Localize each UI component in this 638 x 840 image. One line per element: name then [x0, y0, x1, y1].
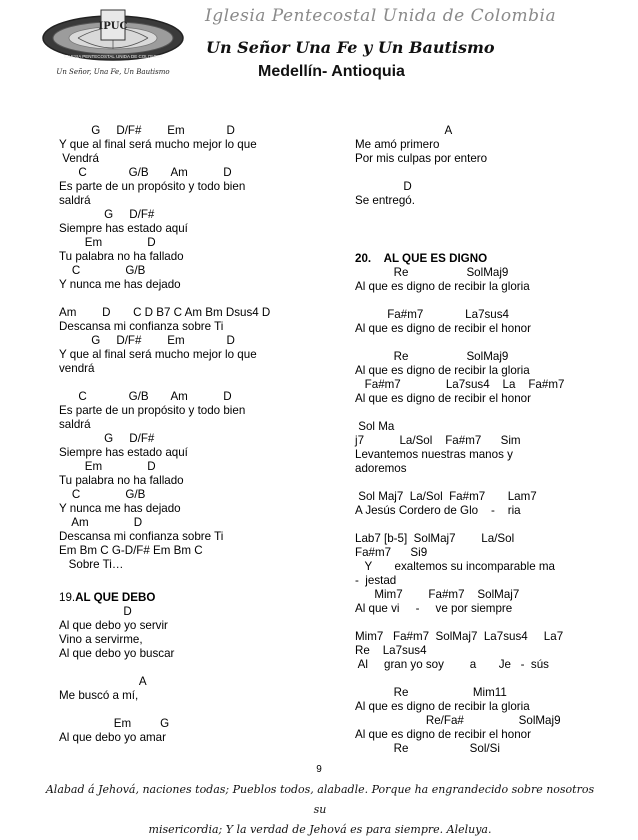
- lyric-line: Em Bm C G-D/F# Em Bm C: [59, 544, 203, 557]
- lyric-line: Al que es digno de recibir la gloria: [355, 364, 530, 377]
- blank-line: [59, 376, 297, 390]
- page-number: 9: [316, 764, 322, 775]
- lyric-line: Am D: [59, 516, 143, 529]
- lyric-line: Siempre has estado aquí: [59, 222, 188, 235]
- lyric-line: A: [355, 124, 453, 137]
- blank-line: [59, 703, 297, 717]
- lyric-line: saldrá: [59, 418, 91, 431]
- lyric-line: Al que es digno de recibir el honor: [355, 322, 531, 335]
- lyric-line: C G/B Am D: [59, 390, 232, 403]
- lyric-line: C G/B: [59, 264, 146, 277]
- lyric-line: - jestad: [355, 574, 397, 587]
- lyric-line: Es parte de un propósito y todo bien: [59, 404, 246, 417]
- blank-line: [355, 672, 593, 686]
- song-title: 19.AL QUE DEBO: [59, 591, 156, 604]
- lyric-line: Y exaltemos su incomparable ma: [355, 560, 555, 573]
- blank-line: [355, 336, 593, 350]
- svg-text:IPUC: IPUC: [98, 21, 128, 32]
- song-20: [355, 252, 593, 756]
- lyric-line: Por mis culpas por entero: [355, 152, 488, 165]
- lyric-line: vendrá: [59, 362, 95, 375]
- lyric-line: Y que al final será mucho mejor lo que: [59, 138, 257, 151]
- lyric-line: Al que debo yo amar: [59, 731, 166, 744]
- lyric-line: Y que al final será mucho mejor lo que: [59, 348, 257, 361]
- lyric-line: C G/B Am D: [59, 166, 232, 179]
- footer-verse: [40, 780, 600, 840]
- lyric-line: Se entregó.: [355, 194, 415, 207]
- blank-line: [355, 166, 593, 180]
- lyric-line: Vino a servirme,: [59, 633, 143, 646]
- lyric-line: Al que es digno de recibir el honor: [355, 392, 531, 405]
- lyric-line: Levantemos nuestras manos y: [355, 448, 513, 461]
- lyric-line: saldrá: [59, 194, 91, 207]
- song-19: [59, 591, 297, 745]
- lyric-line: Am D C D B7 C Am Bm Dsus4 D: [59, 306, 271, 319]
- lyric-line: Es parte de un propósito y todo bien: [59, 180, 246, 193]
- lyric-line: Re/Fa# SolMaj9: [355, 714, 561, 727]
- lyric-line: j7 La/Sol Fa#m7 Sim: [355, 434, 521, 447]
- blank-line: [355, 476, 593, 490]
- lyric-line: Al que es digno de recibir la gloria: [355, 280, 530, 293]
- lyric-line: Re Mim11: [355, 686, 507, 699]
- right-column: [355, 124, 593, 756]
- lyric-line: Em D: [59, 236, 156, 249]
- lyric-line: Al gran yo soy a Je - sús: [355, 658, 549, 671]
- lyric-line: Re La7sus4: [355, 644, 427, 657]
- city: Medellín- Antioquia: [258, 63, 405, 80]
- lyric-line: adoremos: [355, 462, 407, 475]
- song-title: 20. AL QUE ES DIGNO: [355, 252, 488, 265]
- lyric-line: Fa#m7 La7sus4 La Fa#m7: [355, 378, 565, 391]
- lyric-line: Siempre has estado aquí: [59, 446, 188, 459]
- lyric-line: Al que debo yo buscar: [59, 647, 175, 660]
- lyric-line: Me buscó a mí,: [59, 689, 139, 702]
- lyric-line: G D/F#: [59, 432, 155, 445]
- lyric-line: Al que es digno de recibir el honor: [355, 728, 531, 741]
- left-column: [59, 124, 297, 745]
- lyric-line: Fa#m7 Si9: [355, 546, 428, 559]
- lyric-line: Tu palabra no ha fallado: [59, 250, 184, 263]
- lyric-line: G D/F#: [59, 208, 155, 221]
- lyric-line: Al que es digno de recibir la gloria: [355, 700, 530, 713]
- lyric-line: Vendrá: [59, 152, 99, 165]
- footer-line-1: Alabad á Jehová, naciones todas; Pueblos todos, alabadle. Porque ha engrandecido sobre nosotros su: [45, 783, 595, 816]
- lyric-line: Tu palabra no ha fallado: [59, 474, 184, 487]
- church-logo: [38, 8, 188, 80]
- lyric-line: A: [59, 675, 147, 688]
- lyric-line: Al que debo yo servir: [59, 619, 168, 632]
- lyric-line: Sobre Ti…: [59, 558, 124, 571]
- church-name: Iglesia Pentecostal Unida de Colombia: [205, 6, 557, 26]
- blank-line: [59, 661, 297, 675]
- lyric-line: Descansa mi confianza sobre Ti: [59, 530, 224, 543]
- lyric-line: Y nunca me has dejado: [59, 278, 181, 291]
- lyric-line: Lab7 [b-5] SolMaj7 La/Sol: [355, 532, 515, 545]
- lyric-line: Em D: [59, 460, 156, 473]
- lyric-line: Re SolMaj9: [355, 350, 509, 363]
- lyric-line: Sol Ma: [355, 420, 395, 433]
- svg-text:Un Señor, Una Fe, Un Bautismo: Un Señor, Una Fe, Un Bautismo: [56, 68, 170, 76]
- blank-line: [59, 292, 297, 306]
- lyric-line: Em G: [59, 717, 170, 730]
- lyric-line: D: [355, 180, 412, 193]
- lyric-line: Re Sol/Si: [355, 742, 500, 755]
- svg-text:IGLESIA PENTECOSTAL UNIDA DE C: IGLESIA PENTECOSTAL UNIDA DE COLOMBIA: [63, 54, 163, 59]
- lyric-line: D: [59, 605, 132, 618]
- lyric-line: G D/F# Em D: [59, 124, 235, 137]
- lyric-line: C G/B: [59, 488, 146, 501]
- lyric-line: Fa#m7 La7sus4: [355, 308, 510, 321]
- lyric-line: Re SolMaj9: [355, 266, 509, 279]
- lyric-line: Mim7 Fa#m7 SolMaj7 La7sus4 La7: [355, 630, 564, 643]
- blank-line: [355, 518, 593, 532]
- lyric-line: Mim7 Fa#m7 SolMaj7: [355, 588, 520, 601]
- lyric-line: Y nunca me has dejado: [59, 502, 181, 515]
- blank-line: [355, 616, 593, 630]
- lyric-line: Descansa mi confianza sobre Ti: [59, 320, 224, 333]
- lyric-line: Al que vi - ve por siempre: [355, 602, 513, 615]
- lyric-line: Sol Maj7 La/Sol Fa#m7 Lam7: [355, 490, 537, 503]
- motto: Un Señor Una Fe y Un Bautismo: [206, 38, 495, 57]
- footer-line-2: misericordia; Y la verdad de Jehová es para siempre. Aleluya.: [148, 823, 492, 836]
- lyric-line: G D/F# Em D: [59, 334, 235, 347]
- lyric-line: A Jesús Cordero de Glo - ria: [355, 504, 521, 517]
- blank-line: [355, 406, 593, 420]
- lyric-line: Me amó primero: [355, 138, 440, 151]
- blank-line: [355, 294, 593, 308]
